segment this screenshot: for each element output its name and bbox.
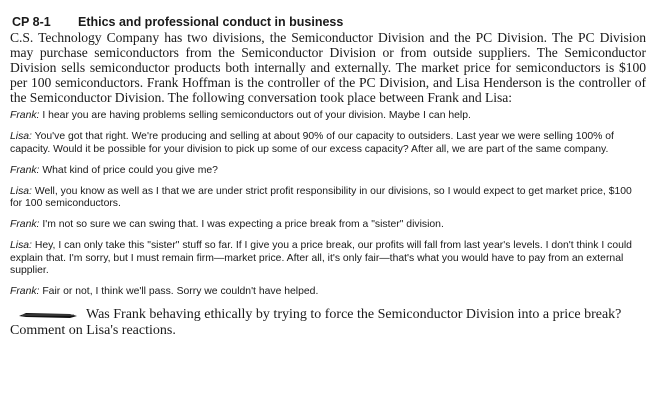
- speaker: Lisa:: [10, 240, 32, 252]
- case-number: CP 8-1: [12, 15, 51, 29]
- question-text: Was Frank behaving ethically by trying to force the Semiconductor Division into a price break? Comment on Lisa's reactions.: [10, 307, 622, 338]
- utterance: I'm not so sure we can swing that. I was expecting a price break from a "sister" division.: [39, 219, 444, 231]
- speaker: Lisa:: [10, 131, 32, 143]
- utterance: Well, you know as well as I that we are under strict profit responsibility in our divisions, so I would expect to get market price, $100 for 100 semiconductors.: [10, 185, 632, 210]
- utterance: You've got that right. We're producing and selling at about 90% of our capacity to outsiders. Last year we were selling 100% of capacity. Would it be possible for your division to pick up some of our excess capacity? After all, we are part of the same company.: [10, 131, 614, 155]
- utterance: Hey, I can only take this "sister" stuff so far. If I give you a price break, our profits will fall from last year's levels. I don't think I could explain that. I'm sorry, but I must remain firm—market price. After all, it's only fair—that's what you would have to pay from an external supplier.: [10, 240, 632, 277]
- utterance: Fair or not, I think we'll pass. Sorry we couldn't have helped.: [39, 286, 319, 298]
- case-problem: [10, 14, 646, 338]
- question: [10, 307, 646, 338]
- dialogue-line: [10, 165, 646, 178]
- utterance: What kind of price could you give me?: [39, 164, 218, 176]
- speaker: Lisa:: [10, 185, 32, 197]
- speaker: Frank:: [10, 286, 40, 298]
- intro-paragraph: C.S. Technology Company has two divisions, the Semiconductor Division and the PC Division. The PC Division may purchase semiconductors from the Semiconductor Division or from outside suppliers. The Semiconductor Division sells semiconductor products both internally and externally. The market price for semiconductors is $100 per 100 semiconductors. Frank Hoffman is the controller of the PC Division, and Lisa Henderson is the controller of the Semiconductor Division. The following conversation took place between Frank and Lisa:: [10, 30, 646, 106]
- dialogue-line: [10, 131, 646, 156]
- dialogue-line: [10, 219, 646, 232]
- dialogue-line: [10, 186, 646, 211]
- case-header: [10, 14, 646, 30]
- speaker: Frank:: [10, 110, 40, 122]
- speaker: Frank:: [10, 219, 40, 231]
- pen-mark-icon: [18, 311, 78, 319]
- dialogue-line: [10, 240, 646, 278]
- speaker: Frank:: [10, 164, 40, 176]
- dialogue: [10, 110, 646, 299]
- dialogue-line: [10, 110, 646, 123]
- dialogue-line: [10, 286, 646, 299]
- case-title: Ethics and professional conduct in business: [78, 15, 344, 29]
- utterance: I hear you are having problems selling semiconductors out of your division. Maybe I can help.: [39, 110, 471, 122]
